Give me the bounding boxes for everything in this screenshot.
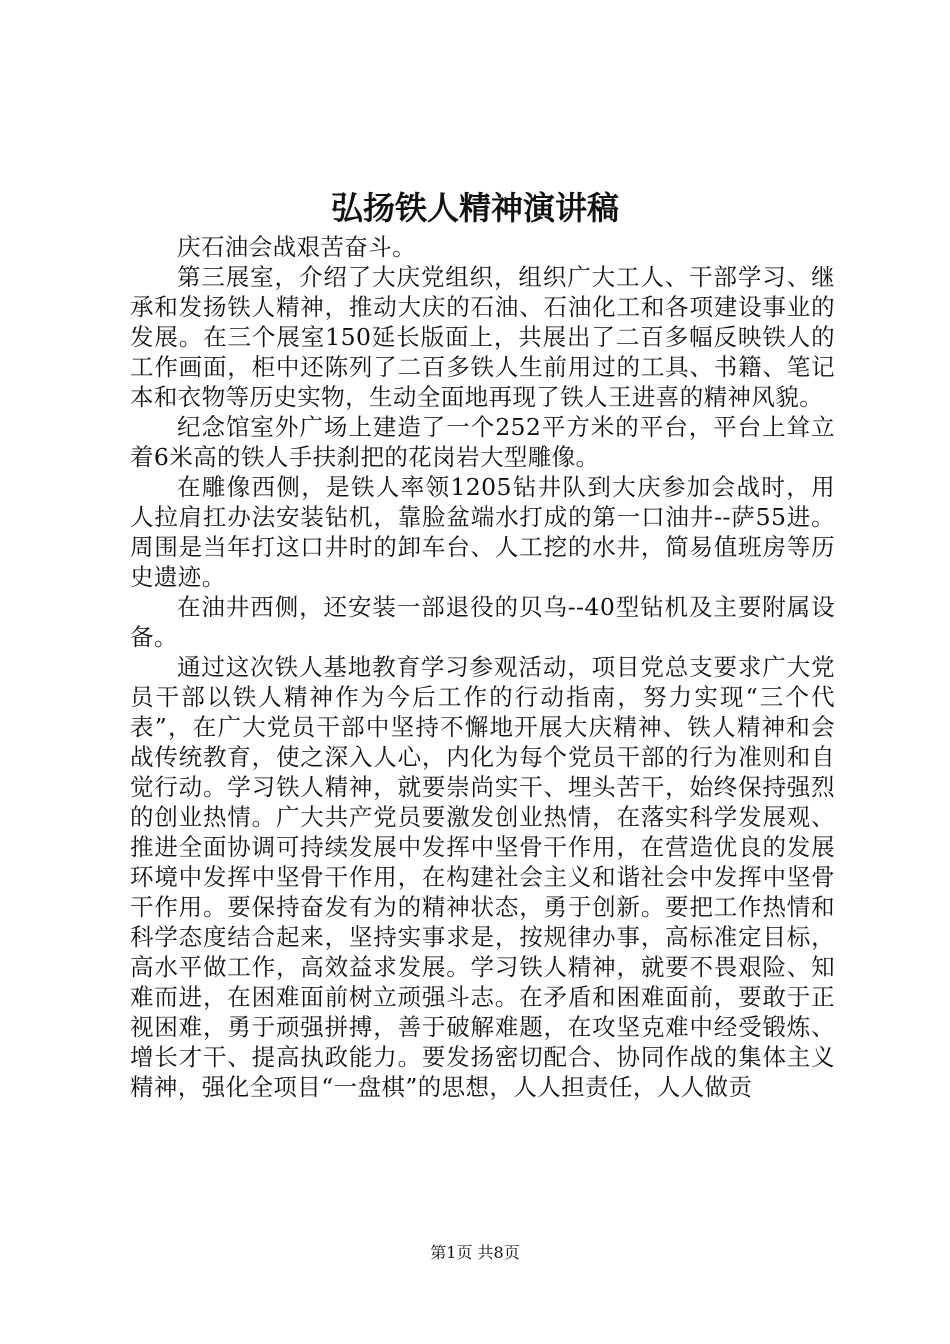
paragraph: 庆石油会战艰苦奋斗。: [177, 233, 416, 261]
document-body: [130, 232, 835, 1102]
paragraph: 纪念馆室外广场上建造了一个252平方米的平台，平台上耸立着6米高的铁人手扶刹把的花岗岩大型雕像。: [130, 413, 835, 471]
paragraph: 在油井西侧，还安装一部退役的贝乌--40型钻机及主要附属设备。: [130, 593, 835, 651]
page-title: 弘扬铁人精神演讲稿: [330, 189, 619, 227]
page-footer: 第1页 共8页: [430, 1243, 520, 1262]
paragraph: 在雕像西侧，是铁人率领1205钻井队到大庆参加会战时，用人拉肩扛办法安装钻机，靠脸盆端水打成的第一口油井--萨55进。周围是当年打这口井时的卸车台、人工挖的水井，简易值班房等历史遗迹。: [130, 473, 835, 591]
paragraph: 第三展室，介绍了大庆党组织，组织广大工人、干部学习、继承和发扬铁人精神，推动大庆的石油、石油化工和各项建设事业的发展。在三个展室150延长版面上，共展出了二百多幅反映铁人的工作画面，柜中还陈列了二百多铁人生前用过的工具、书籍、笔记本和衣物等历史实物，生动全面地再现了铁人王进喜的精神风貌。: [130, 263, 835, 411]
paragraph: 通过这次铁人基地教育学习参观活动，项目党总支要求广大党员干部以铁人精神作为今后工作的行动指南，努力实现“三个代表”，在广大党员干部中坚持不懈地开展大庆精神、铁人精神和会战传统教育，使之深入人心，内化为每个党员干部的行为准则和自觉行动。学习铁人精神，就要崇尚实干、埋头苦干，始终保持强烈的创业热情。广大共产党员要激发创业热情，在落实科学发展观、推进全面协调可持续发展中发挥中坚骨干作用，在营造优良的发展环境中发挥中坚骨干作用，在构建社会主义和谐社会中发挥中坚骨干作用。要保持奋发有为的精神状态，勇于创新。要把工作热情和科学态度结合起来，坚持实事求是，按规律办事，高标准定目标，高水平做工作，高效益求发展。学习铁人精神，就要不畏艰险、知难而进，在困难面前树立顽强斗志。在矛盾和困难面前，要敢于正视困难，勇于顽强拼搏，善于破解难题，在攻坚克难中经受锻炼、增长才干、提高执政能力。要发扬密切配合、协同作战的集体主义精神，强化全项目“一盘棋”的思想，人人担责任，人人做贡: [130, 653, 835, 1101]
